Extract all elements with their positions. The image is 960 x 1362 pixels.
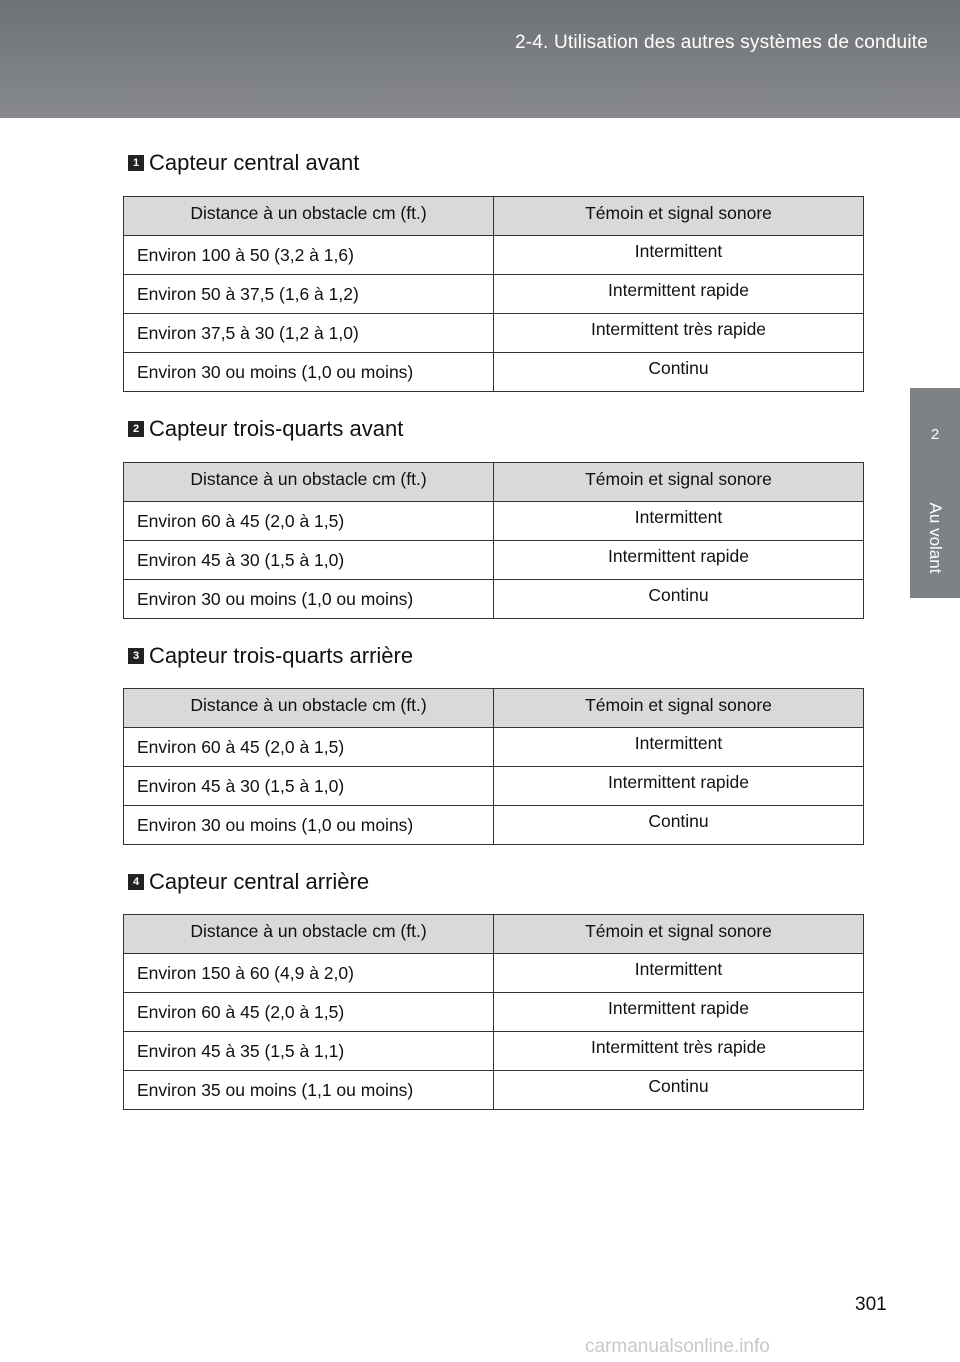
signal-cell: Intermittent très rapide [494,314,864,353]
distance-table [123,196,864,392]
distance-cell: Environ 37,5 à 30 (1,2 à 1,0) [124,314,494,353]
signal-cell: Intermittent rapide [494,541,864,580]
section-title: Capteur trois-quarts avant [149,416,404,441]
signal-cell: Intermittent rapide [494,275,864,314]
section-capteur-central-avant [123,148,863,382]
table-row [124,314,864,353]
signal-cell: Intermittent [494,502,864,541]
distance-cell: Environ 100 à 50 (3,2 à 1,6) [124,236,494,275]
signal-cell: Intermittent [494,728,864,767]
column-header-signal: Témoin et signal sonore [494,689,864,728]
distance-cell: Environ 60 à 45 (2,0 à 1,5) [124,728,494,767]
section-heading [123,641,863,671]
table-header-row [124,197,864,236]
column-header-signal: Témoin et signal sonore [494,463,864,502]
signal-cell: Continu [494,580,864,619]
section-capteur-trois-quarts-arriere [123,641,863,835]
signal-cell: Continu [494,806,864,845]
signal-cell: Intermittent rapide [494,767,864,806]
signal-cell: Continu [494,353,864,392]
section-number-badge: 1 [128,155,144,171]
distance-table [123,914,864,1110]
watermark: carmanualsonline.info [585,1336,770,1357]
section-capteur-trois-quarts-avant [123,414,863,609]
section-title: Capteur central arrière [149,869,370,894]
distance-cell: Environ 35 ou moins (1,1 ou moins) [124,1071,494,1110]
section-number-badge: 2 [128,421,144,437]
distance-table [123,462,864,619]
distance-cell: Environ 60 à 45 (2,0 à 1,5) [124,502,494,541]
chapter-number: 2 [930,426,940,443]
distance-cell: Environ 45 à 30 (1,5 à 1,0) [124,541,494,580]
table-row [124,275,864,314]
section-capteur-central-arriere [123,867,863,1100]
header-band [0,0,960,118]
table-row [124,954,864,993]
column-header-distance: Distance à un obstacle cm (ft.) [124,197,494,236]
signal-cell: Intermittent très rapide [494,1032,864,1071]
table-row [124,236,864,275]
table-row [124,728,864,767]
signal-cell: Intermittent [494,236,864,275]
section-header-title: 2-4. Utilisation des autres systèmes de conduite [514,32,928,53]
table-row [124,1071,864,1110]
distance-table [123,688,864,845]
section-number-badge: 3 [128,648,144,664]
section-heading [123,867,863,897]
table-row [124,1032,864,1071]
section-heading [123,414,863,444]
signal-cell: Intermittent [494,954,864,993]
distance-cell: Environ 45 à 35 (1,5 à 1,1) [124,1032,494,1071]
table-row [124,993,864,1032]
column-header-distance: Distance à un obstacle cm (ft.) [124,915,494,954]
table-row [124,353,864,392]
table-row [124,806,864,845]
table-header-row [124,915,864,954]
column-header-signal: Témoin et signal sonore [494,915,864,954]
page-number: 301 [855,1294,887,1315]
column-header-distance: Distance à un obstacle cm (ft.) [124,689,494,728]
section-heading [123,148,863,178]
distance-cell: Environ 60 à 45 (2,0 à 1,5) [124,993,494,1032]
signal-cell: Continu [494,1071,864,1110]
table-header-row [124,689,864,728]
chapter-label: Au volant [926,502,945,574]
distance-cell: Environ 30 ou moins (1,0 ou moins) [124,580,494,619]
distance-cell: Environ 45 à 30 (1,5 à 1,0) [124,767,494,806]
signal-cell: Intermittent rapide [494,993,864,1032]
distance-cell: Environ 50 à 37,5 (1,6 à 1,2) [124,275,494,314]
column-header-distance: Distance à un obstacle cm (ft.) [124,463,494,502]
section-title: Capteur central avant [149,150,360,175]
distance-cell: Environ 30 ou moins (1,0 ou moins) [124,806,494,845]
table-row [124,502,864,541]
column-header-signal: Témoin et signal sonore [494,197,864,236]
section-number-badge: 4 [128,874,144,890]
distance-cell: Environ 30 ou moins (1,0 ou moins) [124,353,494,392]
table-header-row [124,463,864,502]
section-title: Capteur trois-quarts arrière [149,643,414,668]
distance-cell: Environ 150 à 60 (4,9 à 2,0) [124,954,494,993]
chapter-side-tab[interactable] [910,388,960,598]
table-row [124,767,864,806]
table-row [124,580,864,619]
table-row [124,541,864,580]
